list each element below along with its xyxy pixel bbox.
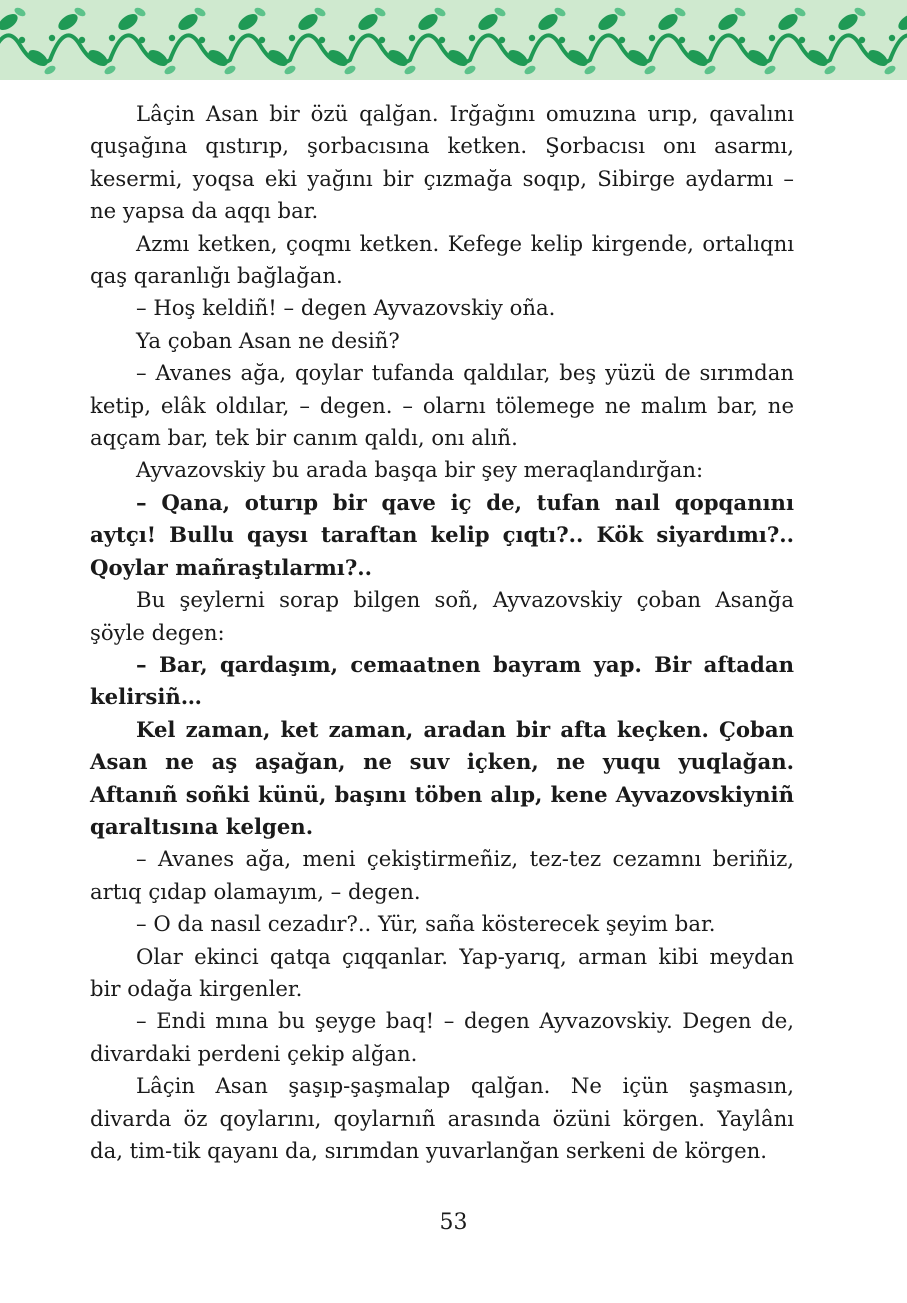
paragraph: Olar ekinci qatqa çıqqanlar. Yap-yarıq, arman kibi meydan bir odağa kirgenler. [90,943,794,1001]
paragraph: – O da nasıl cezadır?.. Yür, saña kösterecek şeyim bar. [136,911,716,937]
paragraph: Ya çoban Asan ne desiñ? [136,327,400,353]
paragraph: – Qana, oturıp bir qave iç de, tufan naıl qopqanını aytçı! Bullu qaysı taraftan kelip çıqtı?.. Kök siyardımı?.. Qoylar mañraştılarmı?.. [90,489,794,580]
paragraph: – Endi mına bu şeyge baq! – degen Ayvazovskiy. Degen de, divardaki perdeni çekip alğan. [90,1008,794,1066]
paragraph: Kel zaman, ket zaman, aradan bir afta keçken. Çoban Asan ne aş aşağan, ne suv içken, ne yuqu yuqlağan. Aftanıñ soñki künü, başını töben alıp, kene Ayvazovskiyniñ qaraltısına kelgen. [90,716,794,839]
paragraph: Ayvazovskiy bu arada başqa bir şey meraqlandırğan: [136,457,704,483]
paragraph: – Hoş keldiñ! – degen Ayvazovskiy oña. [136,295,556,321]
floral-vine-ornament-icon [0,0,907,80]
paragraph: – Bar, qardaşım, cemaatnen bayram yap. Bir aftadan kelirsiñ… [90,651,794,710]
paragraph: Lâçin Asan şaşıp-şaşmalap qalğan. Ne içün şaşmasın, divarda öz qoylarını, qoylarnıñ arasında özüni körgen. Yaylânı da, tim-tik qayanı da, sırımdan yuvarlanğan serkeni de körgen. [90,1073,794,1163]
page-number: 53 [439,1210,468,1235]
paragraph: – Avanes ağa, meni çekiştirmeñiz, tez-tez cezamnı beriñiz, artıq çıdap olamayım, – degen. [90,846,794,904]
page-body [90,98,794,1167]
header-banner [0,0,907,80]
paragraph: Azmı ketken, çoqmı ketken. Kefege kelip kirgende, ortalıqnı qaş qaranlığı bağlağan. [90,230,794,289]
paragraph: Lâçin Asan bir özü qalğan. Irğağını omuzına urıp, qavalını quşağına qıstırıp, şorbacısına ketken. Şorbacısı onı asarmı, kesermi, yoqsa eki yağını bir çızmağa soqıp, Sibirge aydarmı – ne yapsa da aqqı bar. [90,101,794,224]
paragraph: Bu şeylerni sorap bilgen soñ, Ayvazovskiy çoban Asanğa şöyle degen: [90,587,794,645]
paragraph: – Avanes ağa, qoylar tufanda qaldılar, beş yüzü de sırımdan ketip, elâk oldılar, – degen. – olarnı tölemege ne malım bar, ne aqçam bar, tek bir canım qaldı, onı alıñ. [90,360,794,451]
